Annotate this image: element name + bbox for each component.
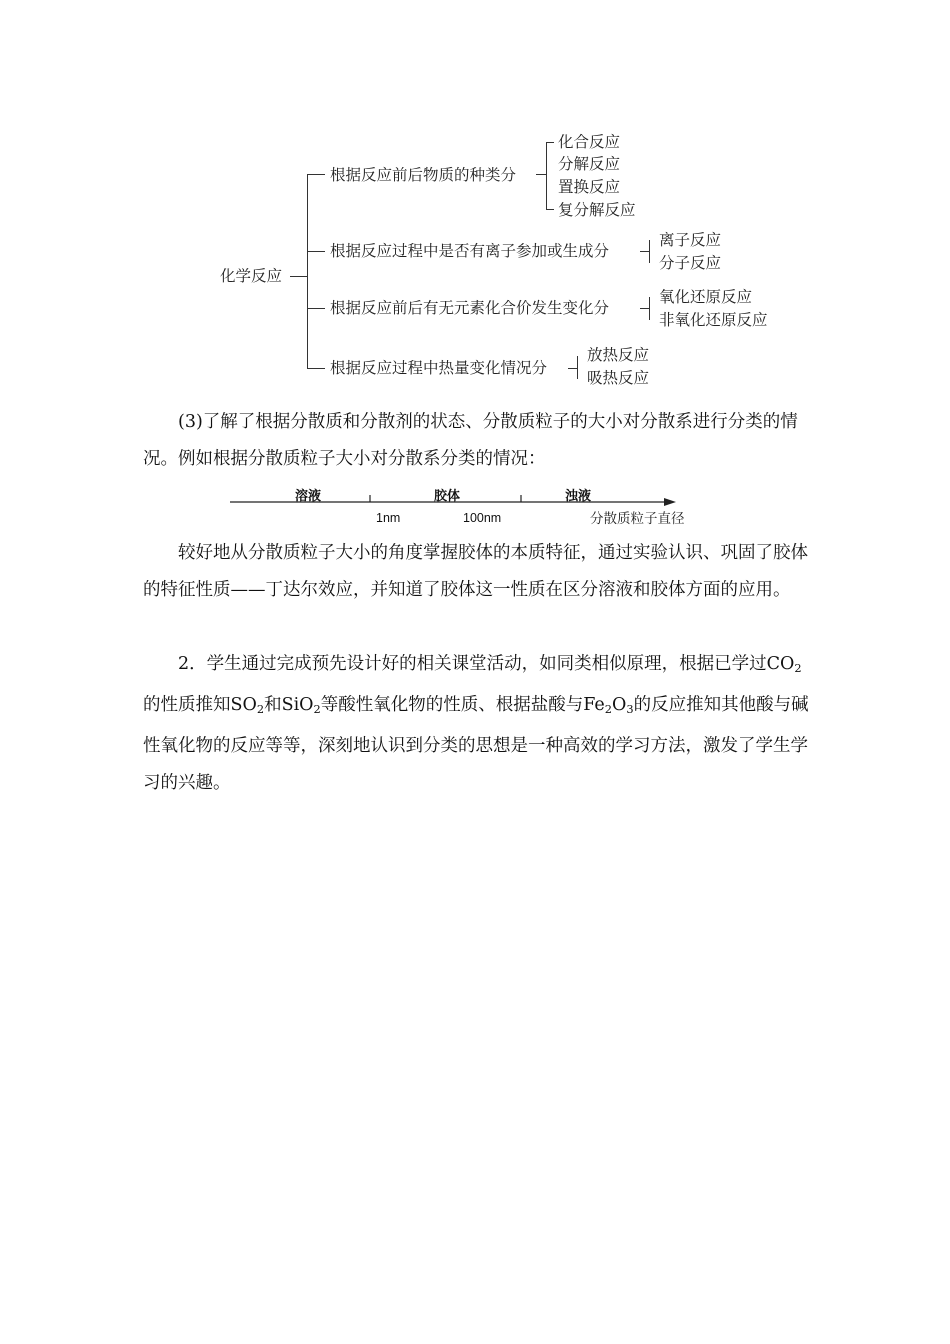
branch-label-valence: 根据反应前后有无元素化合价发生变化分	[330, 299, 610, 317]
region-colloid: 胶体	[434, 489, 461, 504]
leaf-displacement: 置换反应	[558, 178, 621, 196]
text-run: 的反应推知其他酸与碱性氧化物的反应等等，深刻地认识到分类的思想是一种高效的学习方法，激发了学生学习的兴趣。	[143, 694, 809, 793]
formula-sio2: SiO$_2$	[281, 694, 321, 716]
leaf-bracket	[649, 297, 650, 320]
branch-label-ions: 根据反应过程中是否有离子参加或生成分	[330, 242, 610, 260]
main-bracket	[307, 174, 308, 368]
tick-1nm: 1nm	[376, 511, 401, 525]
leaf-bracket	[649, 240, 650, 263]
leaf-decomposition: 分解反应	[558, 155, 621, 173]
leaf-ionic: 离子反应	[659, 231, 722, 249]
paragraph-dispersion-intro: (3)了解了根据分散质和分散剂的状态、分散质粒子的大小对分散系进行分类的情况。例如根据分散质粒子大小对分散系分类的情况：	[143, 412, 798, 469]
leaf-bracket	[546, 142, 547, 209]
region-suspension: 浊液	[565, 489, 592, 504]
leaf-bracket-connector	[536, 174, 546, 175]
branch-label-heat: 根据反应过程中热量变化情况分	[330, 359, 548, 377]
text-run: 和	[264, 694, 282, 715]
root-connector	[290, 276, 307, 277]
leaf-bracket-connector	[640, 251, 649, 252]
branch-connector	[307, 368, 325, 369]
text-run: 2．学生通过完成预先设计好的相关课堂活动，如同类相似原理，根据已学过	[178, 654, 767, 674]
leaf-combination: 化合反应	[558, 133, 621, 151]
formula-co2: $CO_2$	[766, 654, 802, 675]
leaf-bracket-connector	[568, 368, 577, 369]
leaf-double-decomposition: 复分解反应	[558, 201, 636, 219]
leaf-exothermic: 放热反应	[587, 346, 650, 364]
leaf-tick	[546, 209, 554, 210]
branch-label-species: 根据反应前后物质的种类分	[330, 166, 517, 184]
leaf-bracket-connector	[640, 308, 649, 309]
leaf-redox: 氧化还原反应	[659, 288, 753, 306]
region-solution: 溶液	[295, 489, 322, 504]
axis-label: 分散质粒子直径	[590, 511, 685, 527]
leaf-tick	[546, 142, 554, 143]
paragraph-colloid: 较好地从分散质粒子大小的角度掌握胶体的本质特征，通过实验认识、巩固了胶体的特征性质——丁达尔效应，并知道了胶体这一性质在区分溶液和胶体方面的应用。	[143, 543, 808, 600]
paragraph-activities	[143, 646, 813, 802]
formula-fe2o3: $Fe_2O_3$	[583, 694, 634, 716]
branch-connector	[307, 308, 325, 309]
tree-root: 化学反应	[220, 267, 283, 285]
text-run: 的性质推知	[143, 694, 231, 715]
tick-100nm: 100nm	[463, 511, 502, 525]
formula-so2: $SO_2$	[230, 694, 265, 716]
branch-connector	[307, 251, 325, 252]
leaf-endothermic: 吸热反应	[587, 369, 650, 387]
leaf-non-redox: 非氧化还原反应	[659, 311, 768, 329]
leaf-bracket	[577, 356, 578, 379]
branch-connector	[307, 174, 325, 175]
text-run: 等酸性氧化物的性质、根据盐酸与	[320, 694, 584, 715]
leaf-molecular: 分子反应	[659, 254, 722, 272]
